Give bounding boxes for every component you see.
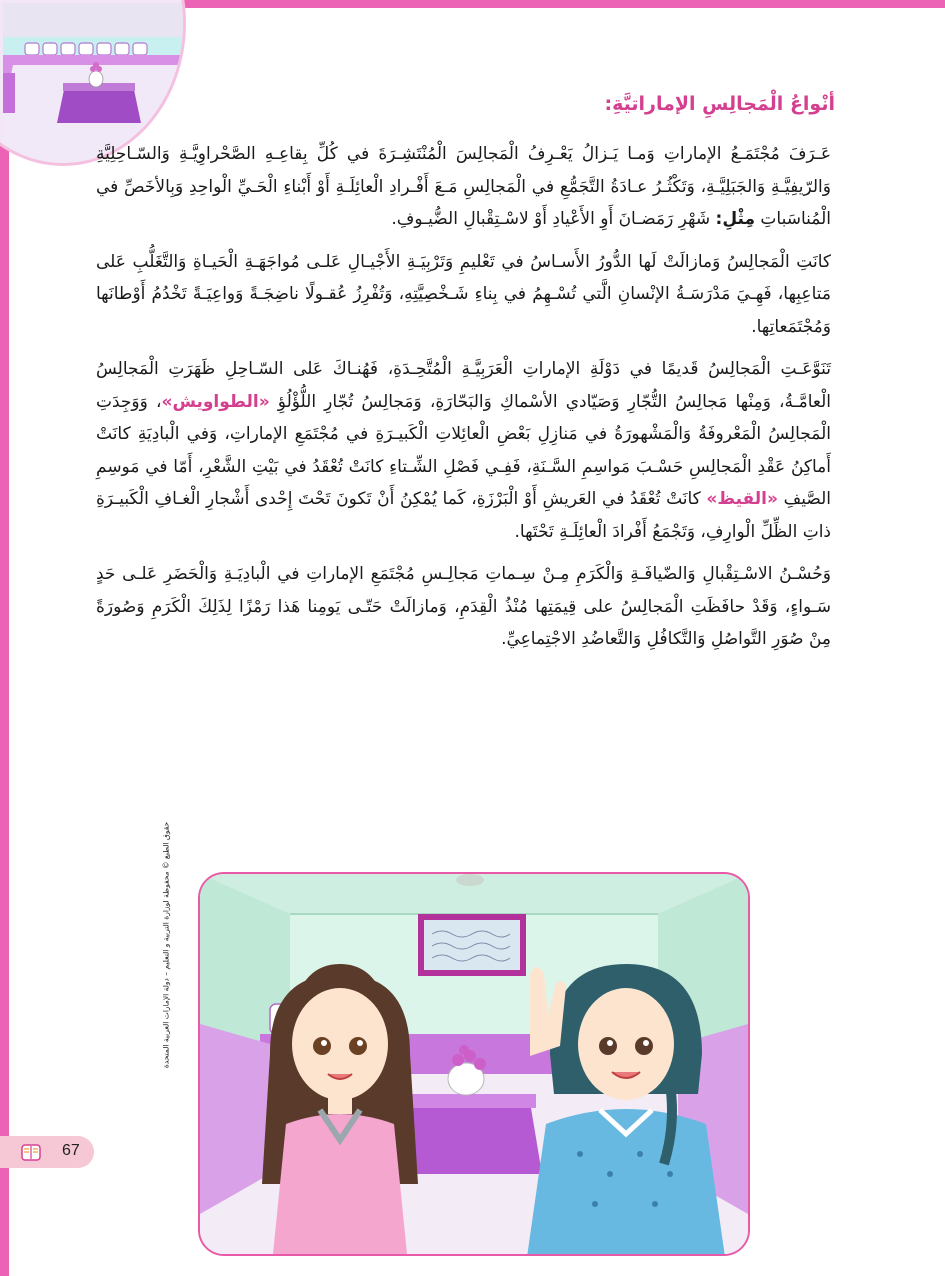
page-number-tab — [0, 1136, 94, 1168]
girl-left — [262, 964, 418, 1254]
paragraph-1-part-3: شَهْرِ رَمَضـانَ أَوِ الأَعْيادِ أَوْ لاسْـتِقْبالِ الضُّيـوفِ. — [391, 209, 716, 229]
paragraph-4: وَحُسْـنُ الاسْـتِقْبالِ وَالضّيافَـةِ وَالْكَرَمِ مِـنْ سِـماتِ مَجالِـسِ مُجْتَمَعِ الإماراتِ في الْبادِيَـةِ وَالْحَضَرِ عَلـى حَدٍ سَـواءٍ، وَقَدْ حافَظَتِ الْمَجالِسُ على قِيمَتِها مُنْذُ الْقِدَمِ، وَمازالَتْ حَتّـى يَومِنا هَذا رَمْزًا لِذَلِكَ الْكَرَمِ وَصُورَةً مِنْ صُوَرِ التَّواصُلِ وَالتَّكافُلِ وَالتَّعاضُدِ الاجْتِماعِيِّ. — [96, 564, 831, 649]
majlis-illustration — [198, 872, 750, 1256]
page-number: 67 — [62, 1142, 80, 1159]
body-text — [96, 138, 831, 666]
paragraph-3-part-1: تَنَوَّعَـتِ الْمَجالِسُ قَديمًا في دَوْلَةِ الإماراتِ الْعَرَبِيَّـةِ الْمُتَّحِـدَةِ، فَهُنـاكَ عَلى السّـاحِلِ ظَهَرَتِ الْمَجالِسُ الْعامَّـةُ، وَمِنْها مَجالِسُ التُّجّارِ وَصَيّادي الأسْماكِ وَالبَحّارَةِ، وَمَجالِسُ تُجّارِ اللُّؤْلُؤِ — [96, 359, 831, 412]
paragraph-3-part-5: كانَتْ تُعْقَدُ في العَريشِ أَوْ الْبَرْزَةِ، كَما يُمْكِنُ أَنْ تَكونَ تَحْتَ إِحْدى أَشْجارِ الْغـافِ الْكَبيـرَةِ ذاتِ الظِّلِّ الْوارِفِ، وَتَجْمَعُ أَفْرادَ الْعائِلَـةِ تَحْتَها. — [96, 489, 831, 542]
paragraph-1-part-1: عَـرَفَ مُجْتَمَـعُ الإماراتِ وَمـا يَـزالُ يَعْـرِفُ الْمَجالِسَ الْمُنْتَشِـرَةَ في كُلِّ بِقاعِـهِ الصَّحْراوِيَّـةِ وَالسّـاحِلِيَّةِ وَالرّيفِيَّـةِ وَالجَبَلِيَّـةِ، وَتَكْثُـرُ عـادَةُ التَّجَمُّعِ في الْمَجالِسِ مَـعَ أَفْـرادِ الْعائِلَـةِ أَوْ أَبْناءِ الْحَـيِّ الْواحِدِ وَبِالأخَصِّ في الْمُناسَباتِ — [96, 144, 831, 229]
left-border — [0, 0, 9, 1276]
paragraph-3 — [96, 353, 831, 548]
copyright-note: حقوق الطبع © محفوظة لوزارة التربية و التعليم – دولة الإمارات العربية المتحدة — [161, 821, 171, 1069]
paragraph-2: كانَتِ الْمَجالِسُ وَمازالَتْ لَها الدُّورُ الأَسـاسُ في تَعْليمِ وَتَرْبِيَـةِ الأَجْيـالِ عَلـى مُواجَهَـةِ الْحَيـاةِ وَالتَّغَلُّبِ عَلى مَتاعِبِها، فَهِـيَ مَدْرَسَـةُ الإنْسانِ الَّتي تُسْـهِمُ في بِناءِ شَـخْصِيَّتِهِ، وَتُفْرِزُ عُقـولًا ناضِجَـةً وَواعِيَـةً تَخْدُمُ أَوْطانَها وَمُجْتَمَعاتِها. — [96, 251, 831, 337]
section-heading: أنْواعُ الْمَجالِسِ الإماراتيَّةِ: — [604, 93, 835, 115]
book-icon — [20, 1141, 42, 1163]
copyright-note-wrapper — [156, 820, 176, 1070]
emphasis-example: مِثْلِ: — [715, 209, 755, 229]
paragraph-3-part-3: ، وَوَجِدَتِ الْمَجالِسُ الْمَعْروفَةُ وَالْمَشْهورَةُ في مَنازِلِ بَعْضِ الْعائِلاتِ الْكَبيـرَةِ في مُجْتَمَعِ الإماراتِ، وَفي الْبادِيَةِ كانَتْ أَماكِنُ عَقْدِ الْمَجالِسِ حَسْـبَ مَواسِمِ السَّـنَةِ، فَفِـي فَصْلِ الشِّـتاءِ كانَتْ تُعْقَدُ في بَيْتِ الشَّعْرِ، أَمّا في مَوسِمِ الصَّيفِ — [96, 391, 831, 509]
highlight-qaid: «القيظ» — [706, 489, 778, 509]
highlight-tawawish: «الطواويش» — [161, 391, 270, 412]
paragraph-1 — [96, 138, 831, 236]
